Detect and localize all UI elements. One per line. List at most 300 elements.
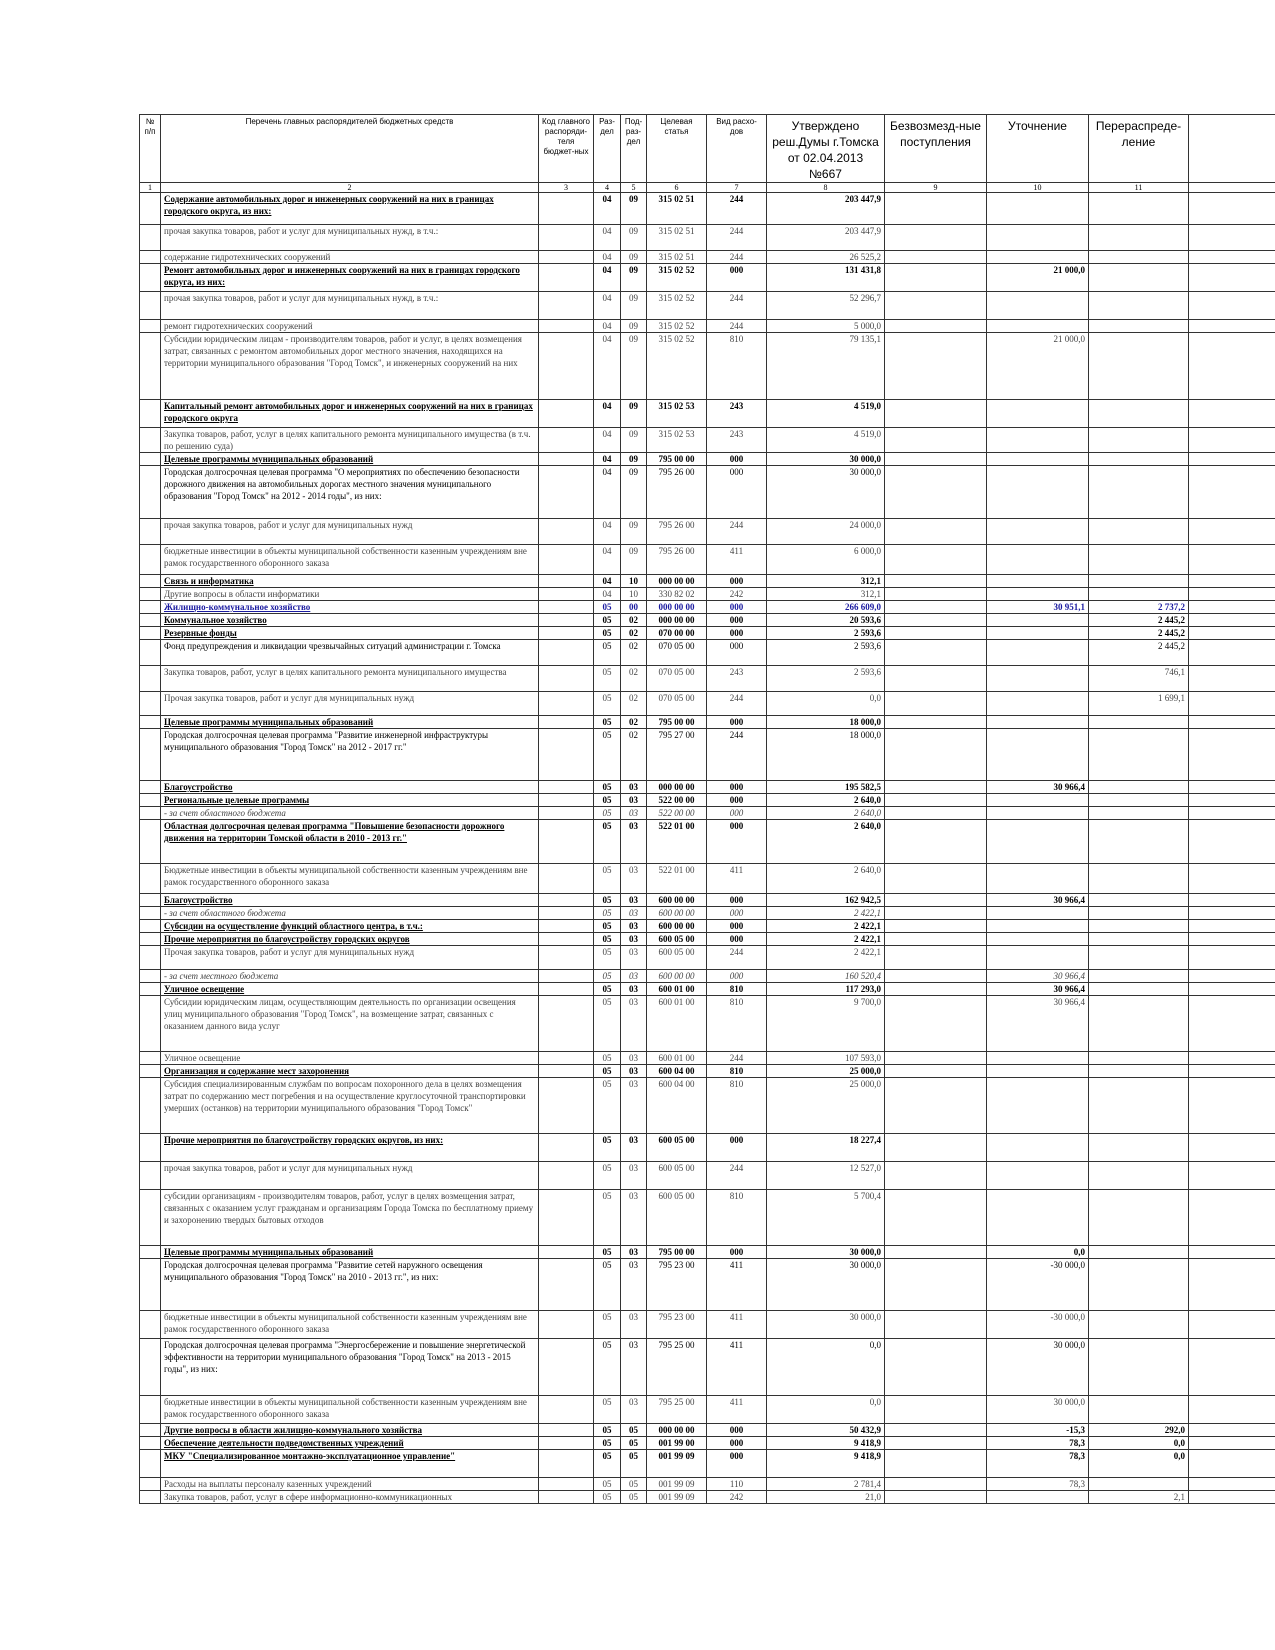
cell-name: Областная долгосрочная целевая программа "Повышение безопасности дорожного движения на территории Томской области в 2010 - 2013 гг." bbox=[161, 820, 539, 864]
cell-extra bbox=[1189, 251, 1275, 264]
cell-utoch bbox=[987, 729, 1089, 781]
cell-code bbox=[539, 601, 594, 614]
table-row bbox=[140, 193, 1275, 225]
cell-extra bbox=[1189, 588, 1275, 601]
cell-razdel: 05 bbox=[594, 614, 621, 627]
cell-vid: 411 bbox=[707, 1339, 767, 1396]
cell-extra bbox=[1189, 333, 1275, 400]
cell-stat: 600 05 00 bbox=[647, 933, 707, 946]
cell-bezv bbox=[885, 193, 987, 225]
cell-code bbox=[539, 920, 594, 933]
table-row bbox=[140, 970, 1275, 983]
cell-bezv bbox=[885, 1437, 987, 1450]
table-row bbox=[140, 1134, 1275, 1162]
cell-num bbox=[140, 1311, 161, 1339]
table-row bbox=[140, 820, 1275, 864]
cell-num bbox=[140, 820, 161, 864]
cell-podrazdel: 03 bbox=[621, 1339, 647, 1396]
cell-utoch bbox=[987, 1491, 1089, 1504]
cell-name: ремонт гидротехнических сооружений bbox=[161, 320, 539, 333]
cell-vid: 244 bbox=[707, 1162, 767, 1190]
cell-stat: 070 05 00 bbox=[647, 666, 707, 692]
cell-utoch bbox=[987, 627, 1089, 640]
cell-vid: 810 bbox=[707, 333, 767, 400]
cell-perer bbox=[1089, 907, 1189, 920]
cell-num bbox=[140, 601, 161, 614]
cell-utoch bbox=[987, 640, 1089, 666]
cell-utoch bbox=[987, 864, 1089, 894]
cell-num bbox=[140, 716, 161, 729]
cell-num bbox=[140, 428, 161, 453]
cell-podrazdel: 09 bbox=[621, 428, 647, 453]
cell-stat: 795 26 00 bbox=[647, 466, 707, 519]
cell-name: Связь и информатика bbox=[161, 575, 539, 588]
cell-extra bbox=[1189, 864, 1275, 894]
cell-code bbox=[539, 1078, 594, 1134]
cell-approved: 162 942,5 bbox=[767, 894, 885, 907]
cell-bezv bbox=[885, 1078, 987, 1134]
cell-stat: 795 25 00 bbox=[647, 1396, 707, 1424]
cell-extra bbox=[1189, 614, 1275, 627]
cell-code bbox=[539, 193, 594, 225]
cell-razdel: 04 bbox=[594, 519, 621, 545]
cell-bezv bbox=[885, 920, 987, 933]
cell-vid: 810 bbox=[707, 1078, 767, 1134]
cell-stat: 070 05 00 bbox=[647, 640, 707, 666]
cell-extra bbox=[1189, 807, 1275, 820]
cell-podrazdel: 03 bbox=[621, 864, 647, 894]
cell-code bbox=[539, 264, 594, 292]
cell-stat: 600 00 00 bbox=[647, 907, 707, 920]
cell-razdel: 05 bbox=[594, 1478, 621, 1491]
cell-vid: 000 bbox=[707, 807, 767, 820]
cell-code bbox=[539, 933, 594, 946]
cell-extra bbox=[1189, 193, 1275, 225]
cell-name: - за счет местного бюджета bbox=[161, 970, 539, 983]
cell-stat: 600 01 00 bbox=[647, 983, 707, 996]
cell-name: Региональные целевые программы bbox=[161, 794, 539, 807]
cell-razdel: 04 bbox=[594, 193, 621, 225]
table-row bbox=[140, 1162, 1275, 1190]
cell-utoch: 30 000,0 bbox=[987, 1339, 1089, 1396]
cell-bezv bbox=[885, 292, 987, 320]
cell-bezv bbox=[885, 946, 987, 970]
cell-extra bbox=[1189, 1246, 1275, 1259]
cell-razdel: 05 bbox=[594, 1078, 621, 1134]
cell-vid: 000 bbox=[707, 1437, 767, 1450]
cell-razdel: 05 bbox=[594, 666, 621, 692]
cell-num bbox=[140, 627, 161, 640]
cell-vid: 000 bbox=[707, 970, 767, 983]
cell-code bbox=[539, 1052, 594, 1065]
cell-perer: 292,0 bbox=[1089, 1424, 1189, 1437]
table-row bbox=[140, 864, 1275, 894]
cell-razdel: 04 bbox=[594, 251, 621, 264]
cell-approved: 4 519,0 bbox=[767, 400, 885, 428]
cell-vid: 243 bbox=[707, 666, 767, 692]
cell-code bbox=[539, 807, 594, 820]
cell-name: Ремонт автомобильных дорог и инженерных сооружений на них в границах городского округа, из них: bbox=[161, 264, 539, 292]
cell-name: Субсидии юридическим лицам, осуществляющим деятельность по организации освещения улиц муниципального образования "Город Томск", на возмещение затрат, связанных с оказанием данного вида услуг bbox=[161, 996, 539, 1052]
cell-code bbox=[539, 1246, 594, 1259]
cell-podrazdel: 03 bbox=[621, 781, 647, 794]
cell-code bbox=[539, 640, 594, 666]
cell-perer bbox=[1089, 428, 1189, 453]
cell-perer bbox=[1089, 894, 1189, 907]
cell-razdel: 05 bbox=[594, 807, 621, 820]
cell-vid: 411 bbox=[707, 864, 767, 894]
cell-utoch: 78,3 bbox=[987, 1478, 1089, 1491]
cell-perer: 2 445,2 bbox=[1089, 627, 1189, 640]
cell-approved: 2 640,0 bbox=[767, 820, 885, 864]
table-row bbox=[140, 601, 1275, 614]
cell-bezv bbox=[885, 627, 987, 640]
cell-vid: 244 bbox=[707, 320, 767, 333]
cell-perer bbox=[1089, 920, 1189, 933]
cell-podrazdel: 09 bbox=[621, 545, 647, 575]
cell-name: Расходы на выплаты персоналу казенных учреждений bbox=[161, 1478, 539, 1491]
cell-utoch: -15,3 bbox=[987, 1424, 1089, 1437]
table-row bbox=[140, 894, 1275, 907]
cell-stat: 795 23 00 bbox=[647, 1311, 707, 1339]
cell-vid: 000 bbox=[707, 920, 767, 933]
cell-utoch bbox=[987, 820, 1089, 864]
cell-podrazdel: 03 bbox=[621, 1246, 647, 1259]
cell-num bbox=[140, 907, 161, 920]
cell-bezv bbox=[885, 666, 987, 692]
cell-num bbox=[140, 264, 161, 292]
cell-code bbox=[539, 729, 594, 781]
cell-code bbox=[539, 466, 594, 519]
cell-num bbox=[140, 575, 161, 588]
cell-num bbox=[140, 794, 161, 807]
cell-perer bbox=[1089, 1478, 1189, 1491]
cell-code bbox=[539, 1478, 594, 1491]
cell-vid: 000 bbox=[707, 794, 767, 807]
cell-name: Прочая закупка товаров, работ и услуг для муниципальных нужд bbox=[161, 692, 539, 716]
cell-name: Капитальный ремонт автомобильных дорог и инженерных сооружений на них в границах городского округа bbox=[161, 400, 539, 428]
cell-vid: 244 bbox=[707, 1052, 767, 1065]
cell-code bbox=[539, 588, 594, 601]
table-row bbox=[140, 781, 1275, 794]
cell-podrazdel: 05 bbox=[621, 1478, 647, 1491]
cell-perer bbox=[1089, 1339, 1189, 1396]
cell-stat: 315 02 51 bbox=[647, 225, 707, 251]
cell-stat: 001 99 09 bbox=[647, 1478, 707, 1491]
cell-podrazdel: 03 bbox=[621, 1078, 647, 1134]
cell-num bbox=[140, 933, 161, 946]
cell-podrazdel: 02 bbox=[621, 640, 647, 666]
cell-stat: 001 99 09 bbox=[647, 1450, 707, 1478]
cell-extra bbox=[1189, 1078, 1275, 1134]
cell-podrazdel: 02 bbox=[621, 666, 647, 692]
cell-razdel: 04 bbox=[594, 292, 621, 320]
cell-stat: 315 02 52 bbox=[647, 333, 707, 400]
cell-razdel: 05 bbox=[594, 627, 621, 640]
table-row bbox=[140, 907, 1275, 920]
cell-utoch bbox=[987, 193, 1089, 225]
cell-razdel: 05 bbox=[594, 820, 621, 864]
cell-approved: 30 000,0 bbox=[767, 1246, 885, 1259]
cell-podrazdel: 10 bbox=[621, 588, 647, 601]
cell-perer bbox=[1089, 519, 1189, 545]
cell-approved: 20 593,6 bbox=[767, 614, 885, 627]
cell-name: содержание гидротехнических сооружений bbox=[161, 251, 539, 264]
cell-podrazdel: 03 bbox=[621, 794, 647, 807]
cell-razdel: 05 bbox=[594, 1424, 621, 1437]
cell-bezv bbox=[885, 575, 987, 588]
cell-perer bbox=[1089, 1162, 1189, 1190]
cell-stat: 315 02 53 bbox=[647, 400, 707, 428]
cell-code bbox=[539, 519, 594, 545]
cell-name: Прочая закупка товаров, работ и услуг для муниципальных нужд bbox=[161, 946, 539, 970]
cell-stat: 600 00 00 bbox=[647, 970, 707, 983]
cell-bezv bbox=[885, 320, 987, 333]
cell-razdel: 05 bbox=[594, 864, 621, 894]
cell-extra bbox=[1189, 1162, 1275, 1190]
cell-num bbox=[140, 251, 161, 264]
cell-name: Прочие мероприятия по благоустройству городских округов bbox=[161, 933, 539, 946]
cell-podrazdel: 02 bbox=[621, 716, 647, 729]
cell-approved: 2 640,0 bbox=[767, 864, 885, 894]
cell-perer bbox=[1089, 545, 1189, 575]
cell-approved: 18 000,0 bbox=[767, 716, 885, 729]
cell-podrazdel: 10 bbox=[621, 575, 647, 588]
cell-vid: 411 bbox=[707, 1259, 767, 1311]
cell-podrazdel: 03 bbox=[621, 946, 647, 970]
cell-code bbox=[539, 794, 594, 807]
cell-code bbox=[539, 970, 594, 983]
cell-extra bbox=[1189, 400, 1275, 428]
cell-bezv bbox=[885, 601, 987, 614]
cell-perer bbox=[1089, 1134, 1189, 1162]
cell-name: Резервные фонды bbox=[161, 627, 539, 640]
cell-name: Целевые программы муниципальных образований bbox=[161, 1246, 539, 1259]
cell-num bbox=[140, 1246, 161, 1259]
cell-approved: 2 422,1 bbox=[767, 946, 885, 970]
cell-vid: 000 bbox=[707, 1134, 767, 1162]
cell-utoch bbox=[987, 1078, 1089, 1134]
cell-podrazdel: 09 bbox=[621, 193, 647, 225]
table-row bbox=[140, 1424, 1275, 1437]
cell-bezv bbox=[885, 466, 987, 519]
cell-extra bbox=[1189, 933, 1275, 946]
cell-razdel: 05 bbox=[594, 920, 621, 933]
cell-utoch bbox=[987, 794, 1089, 807]
table-row bbox=[140, 428, 1275, 453]
cell-utoch: 30 951,1 bbox=[987, 601, 1089, 614]
cell-stat: 000 00 00 bbox=[647, 601, 707, 614]
cell-code bbox=[539, 400, 594, 428]
cell-vid: 000 bbox=[707, 933, 767, 946]
cell-bezv bbox=[885, 820, 987, 864]
cell-code bbox=[539, 1491, 594, 1504]
cell-perer bbox=[1089, 264, 1189, 292]
cell-utoch bbox=[987, 933, 1089, 946]
cell-extra bbox=[1189, 545, 1275, 575]
cell-num bbox=[140, 1052, 161, 1065]
cell-perer bbox=[1089, 588, 1189, 601]
table-row bbox=[140, 1478, 1275, 1491]
header-number: 9 bbox=[885, 183, 987, 193]
cell-bezv bbox=[885, 1491, 987, 1504]
cell-code bbox=[539, 1311, 594, 1339]
table-row bbox=[140, 225, 1275, 251]
cell-podrazdel: 05 bbox=[621, 1424, 647, 1437]
cell-utoch bbox=[987, 1162, 1089, 1190]
cell-code bbox=[539, 1437, 594, 1450]
cell-num bbox=[140, 864, 161, 894]
cell-podrazdel: 00 bbox=[621, 601, 647, 614]
cell-stat: 315 02 53 bbox=[647, 428, 707, 453]
cell-stat: 600 05 00 bbox=[647, 1134, 707, 1162]
cell-stat: 070 00 00 bbox=[647, 627, 707, 640]
cell-num bbox=[140, 1339, 161, 1396]
cell-podrazdel: 03 bbox=[621, 1162, 647, 1190]
cell-extra bbox=[1189, 1339, 1275, 1396]
cell-razdel: 05 bbox=[594, 601, 621, 614]
cell-num bbox=[140, 1190, 161, 1246]
cell-razdel: 05 bbox=[594, 1190, 621, 1246]
cell-code bbox=[539, 820, 594, 864]
cell-razdel: 05 bbox=[594, 1491, 621, 1504]
header-utoch: Уточнение bbox=[987, 115, 1089, 183]
cell-bezv bbox=[885, 894, 987, 907]
header-number: 3 bbox=[539, 183, 594, 193]
cell-code bbox=[539, 251, 594, 264]
cell-podrazdel: 02 bbox=[621, 692, 647, 716]
cell-extra bbox=[1189, 1052, 1275, 1065]
cell-bezv bbox=[885, 1052, 987, 1065]
cell-vid: 000 bbox=[707, 614, 767, 627]
cell-perer bbox=[1089, 1052, 1189, 1065]
cell-extra bbox=[1189, 1396, 1275, 1424]
cell-approved: 79 135,1 bbox=[767, 333, 885, 400]
cell-perer: 0,0 bbox=[1089, 1450, 1189, 1478]
table-row bbox=[140, 807, 1275, 820]
cell-utoch bbox=[987, 588, 1089, 601]
cell-approved: 18 227,4 bbox=[767, 1134, 885, 1162]
cell-utoch bbox=[987, 692, 1089, 716]
cell-perer bbox=[1089, 333, 1189, 400]
cell-bezv bbox=[885, 864, 987, 894]
cell-name: Благоустройство bbox=[161, 894, 539, 907]
cell-bezv bbox=[885, 933, 987, 946]
header-perer: Перераспреде-ление bbox=[1089, 115, 1189, 183]
cell-bezv bbox=[885, 996, 987, 1052]
cell-utoch: 30 000,0 bbox=[987, 1396, 1089, 1424]
cell-vid: 242 bbox=[707, 588, 767, 601]
cell-name: бюджетные инвестиции в объекты муниципальной собственности казенным учреждениям вне рамок государственного оборонного заказа bbox=[161, 1311, 539, 1339]
cell-razdel: 05 bbox=[594, 1339, 621, 1396]
cell-extra bbox=[1189, 575, 1275, 588]
cell-utoch: 21 000,0 bbox=[987, 264, 1089, 292]
cell-code bbox=[539, 716, 594, 729]
cell-bezv bbox=[885, 251, 987, 264]
cell-podrazdel: 03 bbox=[621, 807, 647, 820]
cell-bezv bbox=[885, 807, 987, 820]
table-row bbox=[140, 729, 1275, 781]
cell-vid: 243 bbox=[707, 400, 767, 428]
cell-vid: 244 bbox=[707, 692, 767, 716]
cell-bezv bbox=[885, 519, 987, 545]
header-number: 4 bbox=[594, 183, 621, 193]
table-row bbox=[140, 575, 1275, 588]
cell-perer bbox=[1089, 820, 1189, 864]
cell-perer bbox=[1089, 807, 1189, 820]
cell-name: Закупка товаров, работ, услуг в целях капитального ремонта муниципального имущества (в т.ч. по решению суда) bbox=[161, 428, 539, 453]
cell-podrazdel: 09 bbox=[621, 225, 647, 251]
cell-name: Городская долгосрочная целевая программа "О мероприятиях по обеспечению безопасности дорожного движения на автомобильных дорогах местного значения муниципального образования "Город Томск" на 2012 - 2014 годы", из них: bbox=[161, 466, 539, 519]
cell-num bbox=[140, 453, 161, 466]
cell-perer bbox=[1089, 1259, 1189, 1311]
cell-perer bbox=[1089, 716, 1189, 729]
cell-perer bbox=[1089, 1078, 1189, 1134]
cell-name: - за счет областного бюджета bbox=[161, 807, 539, 820]
cell-utoch: 78,3 bbox=[987, 1450, 1089, 1478]
cell-approved: 2 640,0 bbox=[767, 794, 885, 807]
cell-bezv bbox=[885, 333, 987, 400]
cell-bezv bbox=[885, 1478, 987, 1491]
cell-perer: 2,1 bbox=[1089, 1491, 1189, 1504]
cell-perer bbox=[1089, 292, 1189, 320]
cell-code bbox=[539, 453, 594, 466]
cell-stat: 600 00 00 bbox=[647, 894, 707, 907]
cell-perer bbox=[1089, 193, 1189, 225]
cell-num bbox=[140, 1259, 161, 1311]
cell-bezv bbox=[885, 1339, 987, 1396]
cell-stat: 522 01 00 bbox=[647, 864, 707, 894]
cell-vid: 244 bbox=[707, 193, 767, 225]
table-row bbox=[140, 983, 1275, 996]
cell-extra bbox=[1189, 1134, 1275, 1162]
cell-stat: 600 05 00 bbox=[647, 1162, 707, 1190]
cell-podrazdel: 05 bbox=[621, 1437, 647, 1450]
cell-razdel: 04 bbox=[594, 320, 621, 333]
cell-stat: 522 00 00 bbox=[647, 794, 707, 807]
cell-approved: 0,0 bbox=[767, 1396, 885, 1424]
cell-podrazdel: 03 bbox=[621, 983, 647, 996]
header-number: 8 bbox=[767, 183, 885, 193]
cell-utoch bbox=[987, 225, 1089, 251]
cell-num bbox=[140, 292, 161, 320]
cell-name: прочая закупка товаров, работ и услуг для муниципальных нужд bbox=[161, 1162, 539, 1190]
cell-bezv bbox=[885, 907, 987, 920]
cell-razdel: 04 bbox=[594, 333, 621, 400]
cell-name: Городская долгосрочная целевая программа "Развитие сетей наружного освещения муниципального образования "Город Томск" на 2010 - 2013 гг.", из них: bbox=[161, 1259, 539, 1311]
cell-approved: 2 422,1 bbox=[767, 907, 885, 920]
cell-razdel: 05 bbox=[594, 692, 621, 716]
cell-approved: 2 781,4 bbox=[767, 1478, 885, 1491]
budget-table bbox=[139, 114, 1275, 1504]
cell-razdel: 05 bbox=[594, 970, 621, 983]
header-number: 1 bbox=[140, 183, 161, 193]
cell-num bbox=[140, 692, 161, 716]
cell-code bbox=[539, 1190, 594, 1246]
cell-perer bbox=[1089, 453, 1189, 466]
cell-extra bbox=[1189, 1437, 1275, 1450]
cell-name: Жилищно-коммунальное хозяйство bbox=[161, 601, 539, 614]
cell-razdel: 05 bbox=[594, 1246, 621, 1259]
cell-podrazdel: 03 bbox=[621, 907, 647, 920]
cell-stat: 522 00 00 bbox=[647, 807, 707, 820]
cell-perer: 2 737,2 bbox=[1089, 601, 1189, 614]
cell-approved: 9 418,9 bbox=[767, 1437, 885, 1450]
cell-vid: 411 bbox=[707, 1396, 767, 1424]
cell-utoch bbox=[987, 807, 1089, 820]
cell-bezv bbox=[885, 781, 987, 794]
cell-razdel: 04 bbox=[594, 264, 621, 292]
